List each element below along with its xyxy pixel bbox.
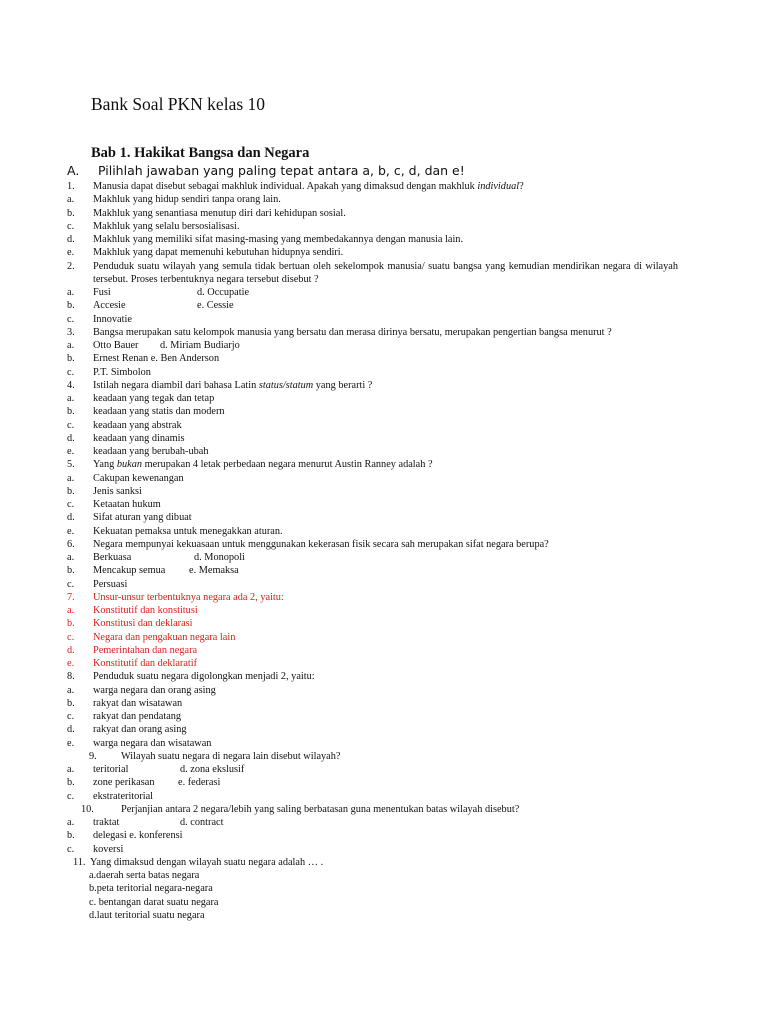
text-run: keadaan yang tegak dan tetap bbox=[93, 393, 215, 404]
option-line bbox=[0, 763, 768, 777]
text-run: rakyat dan pendatang bbox=[93, 711, 182, 722]
item-marker: c. bbox=[67, 631, 75, 643]
option-line bbox=[0, 869, 768, 883]
item-marker: 7. bbox=[67, 591, 75, 603]
option-line bbox=[0, 207, 768, 221]
text-run: Kekuatan pemaksa untuk menegakkan aturan. bbox=[93, 525, 283, 537]
option-line bbox=[0, 432, 768, 446]
item-marker: e. bbox=[67, 247, 75, 259]
option-line bbox=[0, 286, 768, 300]
item-marker: b. bbox=[67, 485, 75, 497]
option-text: d. zona ekslusif bbox=[180, 764, 245, 775]
item-marker: c. bbox=[67, 711, 75, 722]
item-marker: c. bbox=[67, 313, 75, 325]
option-text bbox=[93, 710, 181, 724]
question-text bbox=[90, 856, 323, 870]
text-run: Perjanjian antara 2 negara/lebih yang saling berbatasan guna menentukan batas wilayah disebut? bbox=[121, 803, 520, 815]
option-line bbox=[0, 657, 768, 671]
text-run: koversi bbox=[93, 843, 124, 855]
section-marker: A. bbox=[67, 163, 80, 178]
item-marker: d. bbox=[67, 644, 75, 656]
option-line bbox=[0, 631, 768, 645]
option-text: e. Cessie bbox=[197, 300, 234, 312]
item-marker: d. bbox=[67, 432, 75, 444]
item-marker: a. bbox=[67, 605, 75, 616]
item-marker: e. bbox=[67, 446, 75, 457]
option-text bbox=[93, 485, 142, 499]
option-line bbox=[0, 617, 768, 631]
text-run: Penduduk suatu negara digolongkan menjadi 2, yaitu: bbox=[93, 671, 315, 683]
text-run: Sifat aturan yang dibuat bbox=[93, 512, 192, 524]
question-text bbox=[93, 591, 284, 605]
text-run: warga negara dan wisatawan bbox=[93, 737, 212, 749]
option-text: d. Monopoli bbox=[194, 552, 245, 563]
option-line bbox=[0, 405, 768, 419]
text-run: Makhluk yang selalu bersosialisasi. bbox=[93, 220, 240, 232]
option-line bbox=[0, 392, 768, 406]
italic-term: status/statum bbox=[258, 379, 314, 391]
text-run: Makhluk yang hidup sendiri tanpa orang lain. bbox=[93, 194, 281, 206]
question-line bbox=[0, 670, 768, 684]
option-text bbox=[93, 511, 192, 525]
section-instruction bbox=[0, 162, 768, 180]
text-run: Yang dimaksud dengan wilayah suatu negara adalah … . bbox=[90, 856, 324, 868]
text-run: Persuasi bbox=[93, 578, 128, 590]
option-text bbox=[93, 644, 197, 658]
text-run: a.daerah serta batas negara bbox=[89, 870, 200, 881]
text-run: teritorial bbox=[93, 764, 129, 775]
option-line bbox=[0, 246, 768, 260]
text-run: Mencakup semua bbox=[93, 565, 166, 577]
text-run: Konstitusi dan deklarasi bbox=[93, 618, 193, 630]
text-run: Konstitutif dan deklaratif bbox=[93, 658, 198, 669]
option-line bbox=[0, 551, 768, 565]
chapter-heading: Bab 1. Hakikat Bangsa dan Negara bbox=[91, 145, 310, 161]
text-run: delegasi e. konferensi bbox=[93, 830, 183, 842]
option-text bbox=[93, 617, 193, 631]
option-line bbox=[0, 220, 768, 234]
question-line bbox=[0, 856, 768, 870]
option-text bbox=[93, 525, 283, 539]
text-run: rakyat dan orang asing bbox=[93, 724, 187, 736]
option-text bbox=[93, 207, 346, 221]
item-marker: b. bbox=[67, 207, 75, 219]
question-text bbox=[121, 803, 519, 817]
item-marker: e. bbox=[67, 737, 75, 749]
text-run: keadaan yang dinamis bbox=[93, 432, 185, 444]
text-run: Berkuasa bbox=[93, 552, 132, 563]
item-marker: b. bbox=[67, 830, 75, 842]
text-run: Unsur-unsur terbentuknya negara ada 2, yaitu: bbox=[93, 591, 284, 603]
item-marker: 1. bbox=[67, 181, 75, 192]
item-marker: 3. bbox=[67, 326, 75, 338]
text-run: Ketaatan hukum bbox=[93, 499, 161, 510]
option-line bbox=[0, 472, 768, 486]
option-line bbox=[0, 485, 768, 499]
option-text bbox=[93, 657, 197, 671]
text-run: yang berarti ? bbox=[313, 379, 373, 391]
text-run: Makhluk yang dapat memenuhi kebutuhan hidupnya sendiri. bbox=[93, 247, 344, 259]
item-marker: a. bbox=[67, 194, 75, 206]
option-line bbox=[0, 445, 768, 459]
text-run: ? bbox=[519, 181, 524, 192]
option-text bbox=[93, 472, 184, 486]
text-run: merupakan 4 letak perbedaan negara menurut Austin Ranney adalah ? bbox=[142, 459, 433, 471]
text-run: Makhluk yang memiliki sifat masing-masing yang membedakannya dengan manusia lain. bbox=[93, 234, 464, 245]
text-run: b.peta teritorial negara-negara bbox=[89, 883, 213, 895]
document-title: Bank Soal PKN kelas 10 bbox=[91, 94, 266, 114]
item-marker: d. bbox=[67, 512, 75, 524]
option-text: d. Miriam Budiarjo bbox=[160, 340, 240, 351]
question-line bbox=[0, 538, 768, 552]
option-line bbox=[0, 339, 768, 353]
text-run: Manusia dapat disebut sebagai makhluk individual. Apakah yang dimaksud dengan makhluk bbox=[93, 181, 478, 192]
question-line bbox=[0, 803, 768, 817]
text-run: Istilah negara diambil dari bahasa Latin bbox=[93, 379, 259, 391]
section-text: Pilihlah jawaban yang paling tepat antara a, b, c, d, dan e! bbox=[98, 163, 465, 178]
option-line bbox=[0, 564, 768, 578]
text-run: keadaan yang abstrak bbox=[93, 419, 182, 431]
text-run: Fusi bbox=[93, 287, 111, 298]
option-text bbox=[93, 551, 131, 565]
item-marker: b. bbox=[67, 353, 75, 365]
question-line bbox=[0, 180, 768, 194]
item-marker: b. bbox=[67, 697, 75, 709]
question-text: Penduduk suatu wilayah yang semula tidak bertuan oleh sekelompok manusia/ suatu bangsa yang kemudian mendirikan negara di wilayah tersebut. Proses terbentuknya negara tersebut disebut ? bbox=[93, 261, 678, 285]
option-text bbox=[93, 419, 182, 433]
option-text bbox=[93, 352, 219, 366]
option-text bbox=[89, 869, 199, 883]
option-text bbox=[93, 697, 182, 711]
option-text: e. Memaksa bbox=[189, 565, 239, 577]
option-line bbox=[0, 829, 768, 843]
item-marker: c. bbox=[67, 220, 75, 232]
text-run: ekstrateritorial bbox=[93, 790, 154, 802]
option-line bbox=[0, 511, 768, 525]
option-text bbox=[93, 339, 138, 353]
item-marker: 6. bbox=[67, 538, 75, 550]
text-run: Negara mempunyai kekuasaan untuk menggunakan kekerasan fisik secara sah merupakan sifat negara berupa? bbox=[93, 538, 549, 550]
option-line bbox=[0, 882, 768, 896]
text-run: Konstitutif dan konstitusi bbox=[93, 605, 198, 616]
option-line bbox=[0, 909, 768, 923]
item-marker: 4. bbox=[67, 379, 75, 391]
text-run: Ernest Renan e. Ben Anderson bbox=[93, 353, 220, 365]
item-marker: e. bbox=[67, 525, 75, 537]
item-marker: d. bbox=[67, 724, 75, 736]
item-marker: 8. bbox=[67, 671, 75, 683]
item-marker: a. bbox=[67, 552, 75, 563]
option-text bbox=[93, 220, 239, 234]
option-text bbox=[93, 763, 128, 777]
option-line bbox=[0, 697, 768, 711]
item-marker: c. bbox=[67, 366, 75, 378]
option-text bbox=[93, 564, 165, 578]
option-text bbox=[93, 684, 216, 698]
option-text bbox=[93, 246, 343, 260]
item-marker: a. bbox=[67, 340, 75, 351]
question-line bbox=[0, 326, 768, 340]
item-marker: e. bbox=[67, 658, 75, 669]
option-text bbox=[93, 829, 183, 843]
option-line bbox=[0, 313, 768, 327]
text-run: c. bentangan darat suatu negara bbox=[89, 896, 219, 908]
option-line bbox=[0, 525, 768, 539]
question-text bbox=[93, 458, 433, 472]
item-marker: c. bbox=[67, 499, 75, 510]
text-run: Makhluk yang senantiasa menutup diri dari kehidupan sosial. bbox=[93, 207, 346, 219]
text-run: keadaan yang statis dan modern bbox=[93, 406, 225, 418]
option-line bbox=[0, 896, 768, 910]
option-text bbox=[93, 578, 127, 592]
item-marker: b. bbox=[67, 406, 75, 418]
option-line bbox=[0, 816, 768, 830]
option-text bbox=[93, 405, 225, 419]
option-text bbox=[93, 604, 198, 618]
item-marker: a. bbox=[67, 287, 75, 298]
option-text bbox=[89, 882, 213, 896]
text-run: Bangsa merupakan satu kelompok manusia yang bersatu dan merasa dirinya bersatu, merupakan pengertian bangsa menurut ? bbox=[93, 326, 612, 338]
option-text bbox=[93, 432, 185, 446]
question-text bbox=[93, 538, 549, 552]
question-line bbox=[0, 458, 768, 472]
option-text bbox=[93, 313, 132, 327]
option-text bbox=[93, 723, 187, 737]
item-marker: c. bbox=[67, 790, 75, 802]
question-text bbox=[121, 750, 340, 764]
option-text bbox=[93, 392, 214, 406]
item-marker: d. bbox=[67, 234, 75, 245]
item-marker: c. bbox=[67, 843, 75, 855]
option-text bbox=[93, 233, 463, 247]
option-line bbox=[0, 366, 768, 380]
option-line bbox=[0, 737, 768, 751]
option-line bbox=[0, 419, 768, 433]
option-line bbox=[0, 604, 768, 618]
question-text bbox=[93, 670, 315, 684]
question-text bbox=[93, 180, 524, 194]
option-line bbox=[0, 710, 768, 724]
option-line bbox=[0, 684, 768, 698]
item-marker: 5. bbox=[67, 459, 75, 471]
option-text: e. federasi bbox=[178, 777, 221, 789]
question-text bbox=[93, 379, 372, 393]
text-run: Cakupan kewenangan bbox=[93, 472, 184, 484]
text-run: Negara dan pengakuan negara lain bbox=[93, 631, 236, 643]
option-text: d. Occupatie bbox=[197, 287, 250, 298]
item-marker: b. bbox=[67, 300, 75, 312]
option-line bbox=[0, 723, 768, 737]
option-line bbox=[0, 193, 768, 207]
option-text bbox=[93, 776, 154, 790]
question-text bbox=[93, 326, 612, 340]
option-line bbox=[0, 352, 768, 366]
text-run: Jenis sanksi bbox=[93, 485, 142, 497]
option-text bbox=[93, 445, 209, 459]
text-run: Accesie bbox=[93, 300, 126, 312]
option-text bbox=[93, 843, 123, 857]
item-marker: a. bbox=[67, 684, 75, 696]
option-text bbox=[93, 366, 151, 380]
text-run: Otto Bauer bbox=[93, 340, 139, 351]
option-text bbox=[93, 816, 119, 830]
question-line bbox=[0, 750, 768, 764]
item-marker: 2. bbox=[67, 260, 75, 272]
option-line bbox=[0, 498, 768, 512]
question-line bbox=[0, 379, 768, 393]
text-run: Wilayah suatu negara di negara lain disebut wilayah? bbox=[121, 750, 341, 762]
item-marker: c. bbox=[67, 419, 75, 431]
item-marker: b. bbox=[67, 777, 75, 789]
option-line bbox=[0, 299, 768, 313]
option-line bbox=[0, 233, 768, 247]
item-marker: a. bbox=[67, 472, 75, 484]
option-text bbox=[93, 299, 126, 313]
option-text bbox=[93, 286, 111, 300]
option-line bbox=[0, 790, 768, 804]
option-text bbox=[93, 790, 153, 804]
text-run: traktat bbox=[93, 817, 120, 828]
option-text bbox=[89, 896, 219, 910]
text-run: Yang bbox=[93, 459, 117, 471]
question-line bbox=[0, 591, 768, 605]
option-text bbox=[93, 737, 211, 751]
item-marker: c. bbox=[67, 578, 75, 590]
text-run: Pemerintahan dan negara bbox=[93, 644, 198, 656]
option-line bbox=[0, 843, 768, 857]
item-marker: b. bbox=[67, 565, 75, 577]
option-text bbox=[93, 631, 235, 645]
text-run: P.T. Simbolon bbox=[93, 366, 151, 378]
option-text bbox=[89, 909, 205, 923]
option-line bbox=[0, 644, 768, 658]
option-text bbox=[93, 193, 281, 207]
option-text bbox=[93, 498, 161, 512]
text-run: warga negara dan orang asing bbox=[93, 684, 216, 696]
option-line bbox=[0, 776, 768, 790]
option-text: d. contract bbox=[180, 817, 224, 828]
text-run: zone perikasan bbox=[93, 777, 155, 789]
text-run: rakyat dan wisatawan bbox=[93, 697, 183, 709]
item-marker: 9. bbox=[89, 750, 97, 762]
text-run: Innovatie bbox=[93, 313, 132, 325]
text-run: keadaan yang berubah-ubah bbox=[93, 446, 209, 457]
item-marker: 11. bbox=[73, 856, 86, 868]
item-marker: b. bbox=[67, 618, 75, 630]
text-run: d.laut teritorial suatu negara bbox=[89, 909, 205, 921]
option-line bbox=[0, 578, 768, 592]
italic-term: bukan bbox=[116, 459, 143, 471]
italic-term: individual bbox=[477, 181, 520, 192]
item-marker: a. bbox=[67, 393, 75, 404]
item-marker: a. bbox=[67, 817, 75, 828]
item-marker: 10. bbox=[81, 803, 94, 815]
item-marker: a. bbox=[67, 764, 75, 775]
